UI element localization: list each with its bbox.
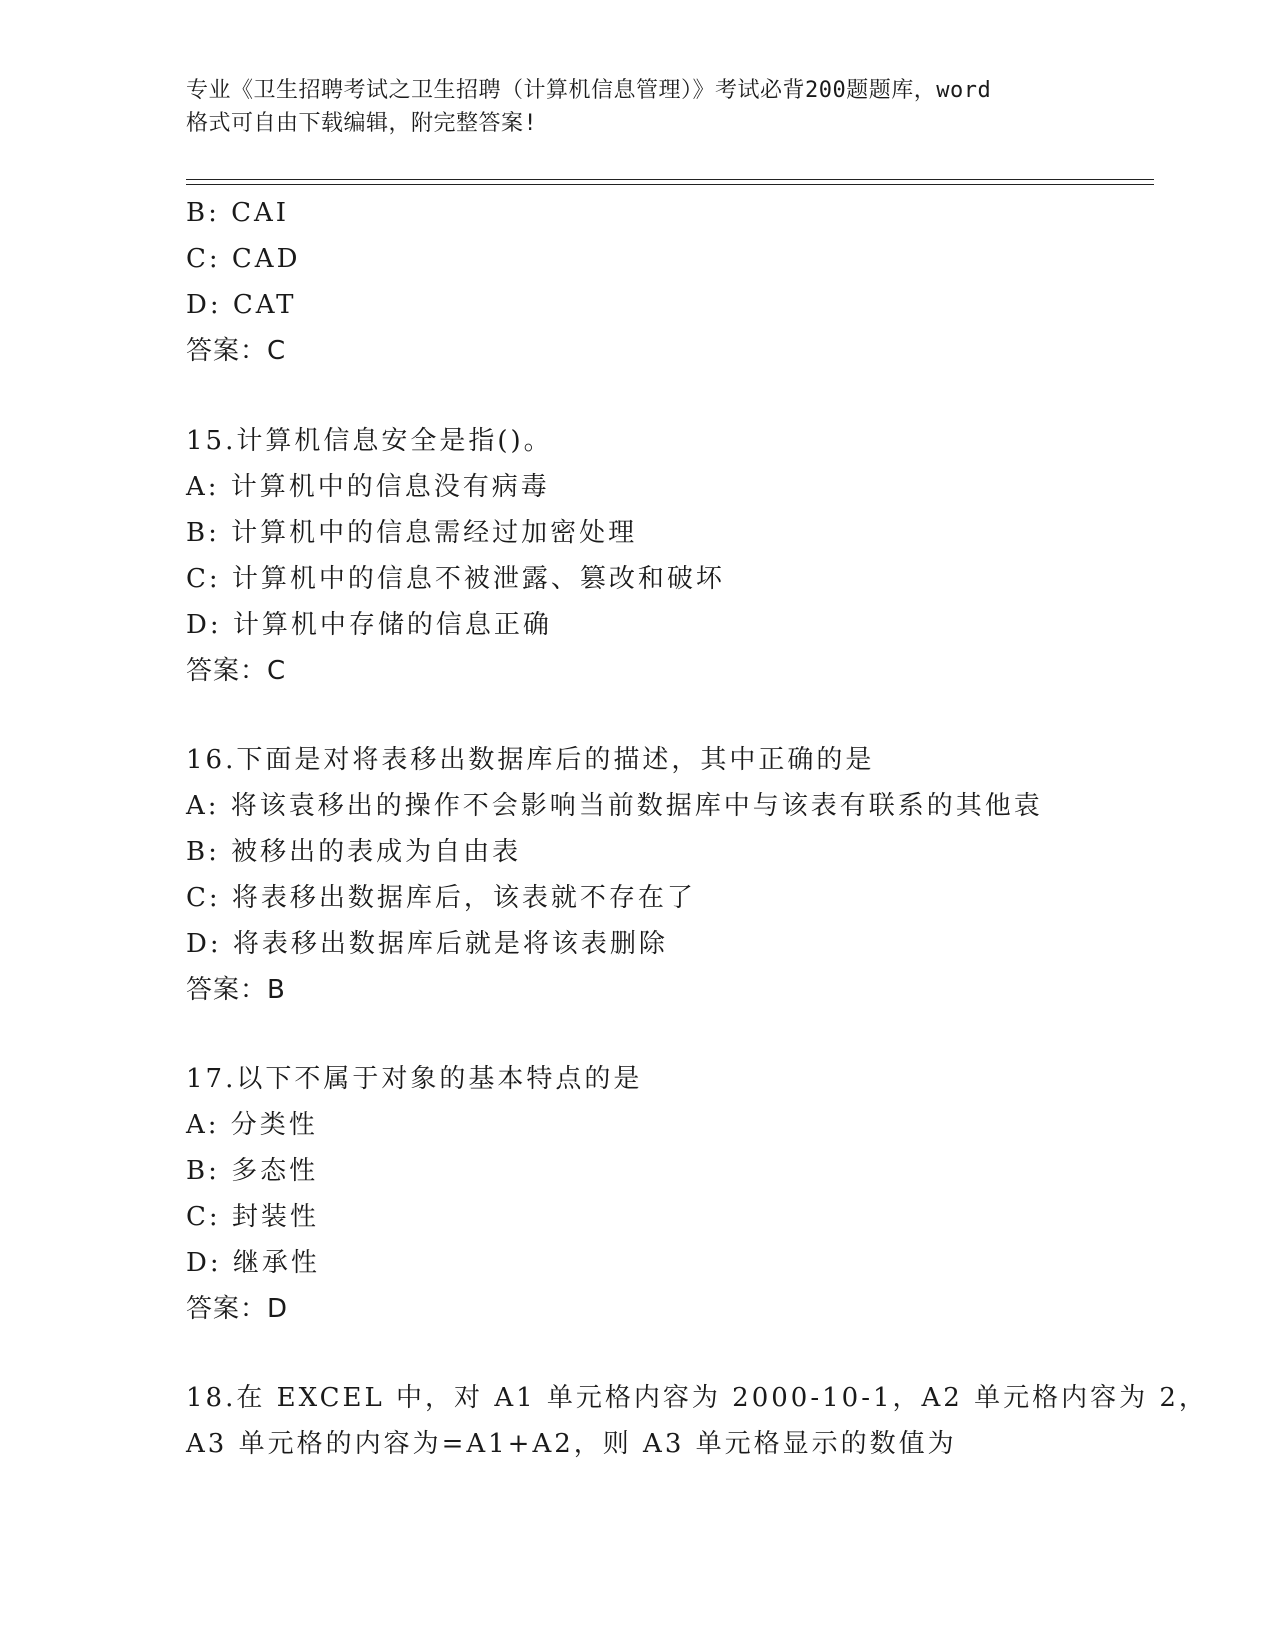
option-c: C: 计算机中的信息不被泄露、篡改和破坏 <box>186 564 725 594</box>
option-a: A: 将该袁移出的操作不会影响当前数据库中与该表有联系的其他袁 <box>186 791 1043 821</box>
answer-line: 答案：D <box>186 1294 289 1324</box>
question-block-18 <box>186 1375 1208 1467</box>
question-text-line-1: 18.在 EXCEL 中，对 A1 单元格内容为 2000-10-1，A2 单元格内容为 2， <box>186 1383 1208 1413</box>
option-d: D: CAT <box>186 290 297 320</box>
answer-line: 答案：C <box>186 336 287 366</box>
option-b: B: 计算机中的信息需经过加密处理 <box>186 518 638 548</box>
option-c: C: CAD <box>186 244 301 274</box>
option-b: B: CAI <box>186 198 290 228</box>
header-divider-bottom <box>186 184 1154 185</box>
option-d: D: 继承性 <box>186 1248 320 1278</box>
header-line-2: 格式可自由下载编辑，附完整答案! <box>186 111 538 136</box>
question-text-line-2: A3 单元格的内容为=A1+A2，则 A3 单元格显示的数值为 <box>186 1429 957 1459</box>
question-block-17 <box>186 1056 1166 1332</box>
option-b: B: 被移出的表成为自由表 <box>186 837 522 867</box>
document-header <box>186 74 1086 140</box>
question-block-15 <box>186 418 1166 694</box>
option-b: B: 多态性 <box>186 1156 319 1186</box>
header-line-1: 专业《卫生招聘考试之卫生招聘（计算机信息管理）》考试必背200题题库，word <box>186 78 992 103</box>
question-block-16 <box>186 737 1166 1013</box>
option-c: C: 将表移出数据库后，该表就不存在了 <box>186 883 696 913</box>
question-block-14 <box>186 190 1166 374</box>
option-a: A: 分类性 <box>186 1110 318 1140</box>
question-text: 16.下面是对将表移出数据库后的描述，其中正确的是 <box>186 745 875 775</box>
option-c: C: 封装性 <box>186 1202 319 1232</box>
answer-line: 答案：B <box>186 975 286 1005</box>
option-d: D: 计算机中存储的信息正确 <box>186 610 552 640</box>
question-text: 15.计算机信息安全是指()。 <box>186 426 553 456</box>
header-divider-top <box>186 179 1154 180</box>
answer-line: 答案：C <box>186 656 287 686</box>
question-text: 17.以下不属于对象的基本特点的是 <box>186 1064 643 1094</box>
question-list <box>186 190 1208 1467</box>
option-a: A: 计算机中的信息没有病毒 <box>186 472 550 502</box>
option-d: D: 将表移出数据库后就是将该表删除 <box>186 929 668 959</box>
